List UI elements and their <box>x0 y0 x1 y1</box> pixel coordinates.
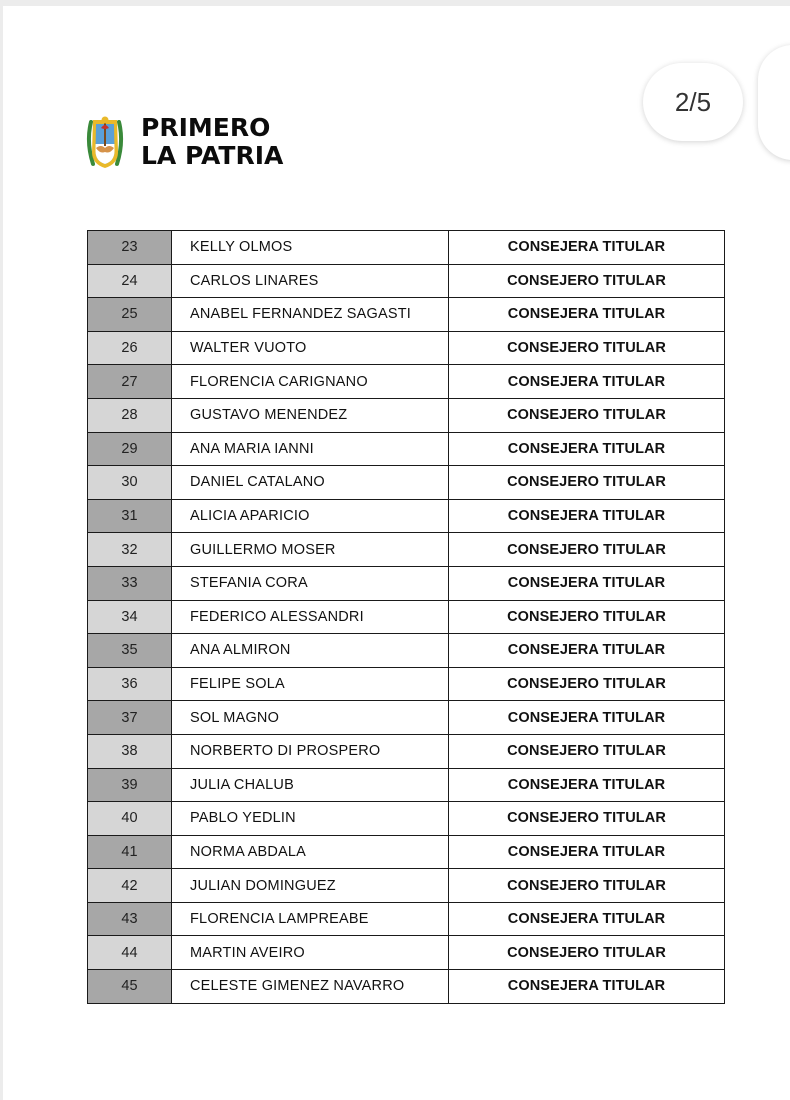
peronist-shield-icon <box>85 114 125 170</box>
candidate-role: CONSEJERA TITULAR <box>449 902 725 936</box>
brand-line-1: PRIMERO <box>141 113 271 142</box>
row-number: 35 <box>88 634 172 668</box>
table-row <box>88 902 725 936</box>
brand-line-2: LA PATRIA <box>141 141 284 170</box>
row-number: 30 <box>88 466 172 500</box>
candidate-role: CONSEJERO TITULAR <box>449 264 725 298</box>
candidate-name: FELIPE SOLA <box>172 667 449 701</box>
candidate-name: MARTIN AVEIRO <box>172 936 449 970</box>
row-number: 28 <box>88 398 172 432</box>
table-row <box>88 701 725 735</box>
table-row <box>88 264 725 298</box>
candidate-role: CONSEJERO TITULAR <box>449 936 725 970</box>
table-row <box>88 466 725 500</box>
candidate-name: WALTER VUOTO <box>172 331 449 365</box>
candidate-name: FLORENCIA CARIGNANO <box>172 365 449 399</box>
table-row <box>88 331 725 365</box>
candidate-name: CARLOS LINARES <box>172 264 449 298</box>
row-number: 29 <box>88 432 172 466</box>
candidate-name: ALICIA APARICIO <box>172 499 449 533</box>
table-row <box>88 835 725 869</box>
table-row <box>88 734 725 768</box>
row-number: 27 <box>88 365 172 399</box>
candidate-role: CONSEJERO TITULAR <box>449 869 725 903</box>
candidate-role: CONSEJERO TITULAR <box>449 331 725 365</box>
row-number: 40 <box>88 802 172 836</box>
candidate-role: CONSEJERA TITULAR <box>449 298 725 332</box>
table-row <box>88 667 725 701</box>
table-row <box>88 936 725 970</box>
candidate-name: GUSTAVO MENENDEZ <box>172 398 449 432</box>
table-row <box>88 566 725 600</box>
candidate-role: CONSEJERO TITULAR <box>449 398 725 432</box>
candidate-role: CONSEJERO TITULAR <box>449 734 725 768</box>
table-row <box>88 499 725 533</box>
row-number: 43 <box>88 902 172 936</box>
candidate-name: ANA MARIA IANNI <box>172 432 449 466</box>
table-row <box>88 802 725 836</box>
row-number: 23 <box>88 231 172 265</box>
candidate-name: ANABEL FERNANDEZ SAGASTI <box>172 298 449 332</box>
candidate-role: CONSEJERA TITULAR <box>449 566 725 600</box>
candidate-role: CONSEJERA TITULAR <box>449 634 725 668</box>
table-row <box>88 432 725 466</box>
candidate-name: STEFANIA CORA <box>172 566 449 600</box>
candidate-name: CELESTE GIMENEZ NAVARRO <box>172 970 449 1004</box>
candidate-name: ANA ALMIRON <box>172 634 449 668</box>
table-row <box>88 365 725 399</box>
candidate-table <box>87 230 725 1004</box>
table-row <box>88 298 725 332</box>
candidate-name: FLORENCIA LAMPREABE <box>172 902 449 936</box>
page-counter: 2/5 <box>643 63 743 141</box>
table-row <box>88 768 725 802</box>
table-row <box>88 533 725 567</box>
table-row <box>88 634 725 668</box>
row-number: 37 <box>88 701 172 735</box>
document-page <box>3 6 790 1100</box>
table-row <box>88 869 725 903</box>
candidate-role: CONSEJERA TITULAR <box>449 768 725 802</box>
candidate-role: CONSEJERA TITULAR <box>449 970 725 1004</box>
next-page-button[interactable] <box>758 45 790 160</box>
row-number: 36 <box>88 667 172 701</box>
candidate-role: CONSEJERA TITULAR <box>449 231 725 265</box>
candidate-name: SOL MAGNO <box>172 701 449 735</box>
brand-logo <box>85 112 283 172</box>
candidate-name: DANIEL CATALANO <box>172 466 449 500</box>
candidate-role: CONSEJERA TITULAR <box>449 499 725 533</box>
candidate-role: CONSEJERO TITULAR <box>449 533 725 567</box>
table-row <box>88 600 725 634</box>
candidate-name: PABLO YEDLIN <box>172 802 449 836</box>
row-number: 32 <box>88 533 172 567</box>
table-row <box>88 970 725 1004</box>
candidate-role: CONSEJERA TITULAR <box>449 701 725 735</box>
candidate-name: JULIAN DOMINGUEZ <box>172 869 449 903</box>
candidate-name: FEDERICO ALESSANDRI <box>172 600 449 634</box>
candidate-role: CONSEJERA TITULAR <box>449 432 725 466</box>
row-number: 41 <box>88 835 172 869</box>
row-number: 26 <box>88 331 172 365</box>
candidate-role: CONSEJERA TITULAR <box>449 835 725 869</box>
candidate-role: CONSEJERO TITULAR <box>449 600 725 634</box>
candidate-role: CONSEJERO TITULAR <box>449 466 725 500</box>
table-row <box>88 231 725 265</box>
candidate-role: CONSEJERA TITULAR <box>449 365 725 399</box>
row-number: 25 <box>88 298 172 332</box>
row-number: 33 <box>88 566 172 600</box>
candidate-name: JULIA CHALUB <box>172 768 449 802</box>
candidate-name: NORMA ABDALA <box>172 835 449 869</box>
candidate-name: GUILLERMO MOSER <box>172 533 449 567</box>
candidate-name: KELLY OLMOS <box>172 231 449 265</box>
table-row <box>88 398 725 432</box>
row-number: 42 <box>88 869 172 903</box>
row-number: 44 <box>88 936 172 970</box>
row-number: 45 <box>88 970 172 1004</box>
row-number: 24 <box>88 264 172 298</box>
row-number: 39 <box>88 768 172 802</box>
candidate-role: CONSEJERO TITULAR <box>449 667 725 701</box>
row-number: 34 <box>88 600 172 634</box>
candidate-role: CONSEJERO TITULAR <box>449 802 725 836</box>
row-number: 31 <box>88 499 172 533</box>
row-number: 38 <box>88 734 172 768</box>
brand-wordmark <box>141 114 283 170</box>
candidate-name: NORBERTO DI PROSPERO <box>172 734 449 768</box>
